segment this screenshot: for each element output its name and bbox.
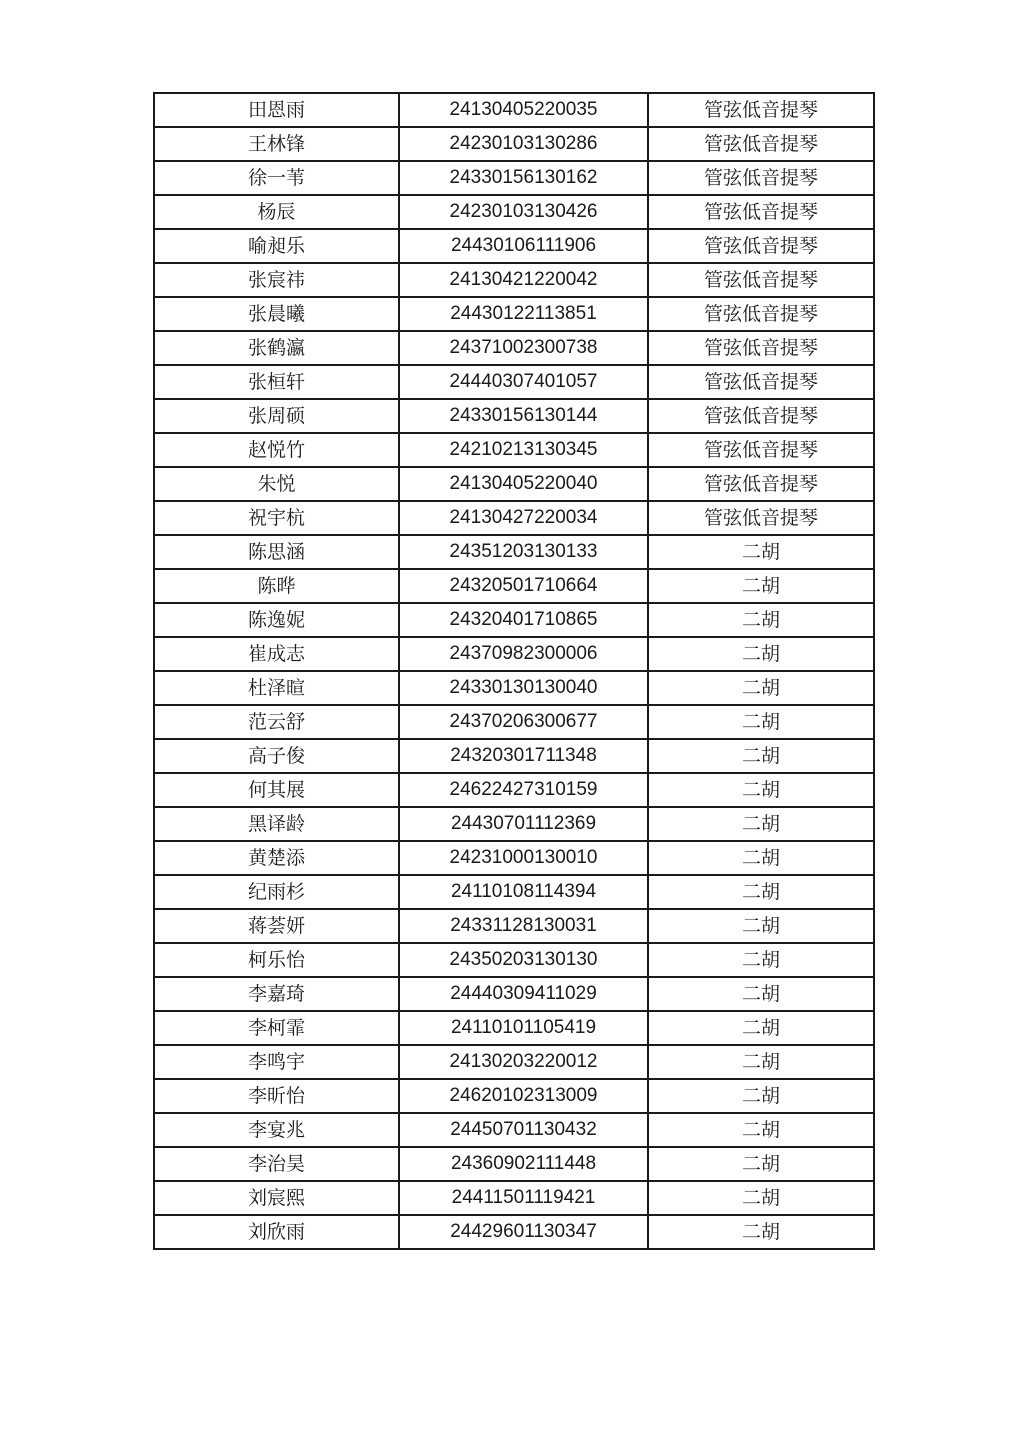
exam-id-cell: 24430122113851 (399, 297, 648, 331)
exam-id-cell: 24130405220040 (399, 467, 648, 501)
exam-id-cell: 24411501119421 (399, 1181, 648, 1215)
exam-id-cell: 24350203130130 (399, 943, 648, 977)
table-row (154, 807, 874, 841)
table-row (154, 1147, 874, 1181)
student-name-cell: 黑译龄 (154, 807, 399, 841)
instrument-cell: 管弦低音提琴 (648, 297, 874, 331)
table-row (154, 467, 874, 501)
student-name-cell: 李柯霏 (154, 1011, 399, 1045)
exam-id-cell: 24130203220012 (399, 1045, 648, 1079)
student-name-cell: 张鹤瀛 (154, 331, 399, 365)
exam-id-cell: 24371002300738 (399, 331, 648, 365)
instrument-cell: 二胡 (648, 1045, 874, 1079)
instrument-cell: 二胡 (648, 977, 874, 1011)
student-name-cell: 祝宇杭 (154, 501, 399, 535)
instrument-cell: 二胡 (648, 909, 874, 943)
student-name-cell: 高子俊 (154, 739, 399, 773)
exam-id-cell: 24230103130286 (399, 127, 648, 161)
table-row (154, 841, 874, 875)
exam-id-cell: 24320301711348 (399, 739, 648, 773)
table-row (154, 331, 874, 365)
student-name-cell: 柯乐怡 (154, 943, 399, 977)
instrument-cell: 管弦低音提琴 (648, 399, 874, 433)
student-name-cell: 杨辰 (154, 195, 399, 229)
student-name-cell: 张宸祎 (154, 263, 399, 297)
instrument-cell: 管弦低音提琴 (648, 365, 874, 399)
exam-id-cell: 24130421220042 (399, 263, 648, 297)
table-row (154, 1113, 874, 1147)
exam-id-cell: 24210213130345 (399, 433, 648, 467)
table-row (154, 297, 874, 331)
instrument-cell: 二胡 (648, 739, 874, 773)
table-row (154, 433, 874, 467)
instrument-cell: 二胡 (648, 1215, 874, 1249)
table-row (154, 1181, 874, 1215)
exam-id-cell: 24360902111448 (399, 1147, 648, 1181)
student-name-cell: 纪雨杉 (154, 875, 399, 909)
table-row (154, 977, 874, 1011)
student-name-cell: 田恩雨 (154, 93, 399, 127)
exam-id-cell: 24430701112369 (399, 807, 648, 841)
table-row (154, 705, 874, 739)
table-row (154, 637, 874, 671)
table-row (154, 161, 874, 195)
table-row (154, 1079, 874, 1113)
instrument-cell: 管弦低音提琴 (648, 263, 874, 297)
table-row (154, 1215, 874, 1249)
instrument-cell: 管弦低音提琴 (648, 467, 874, 501)
exam-id-cell: 24320401710865 (399, 603, 648, 637)
instrument-cell: 管弦低音提琴 (648, 433, 874, 467)
table-row (154, 909, 874, 943)
exam-id-cell: 24430106111906 (399, 229, 648, 263)
student-name-cell: 范云舒 (154, 705, 399, 739)
table-row (154, 943, 874, 977)
table-row (154, 535, 874, 569)
exam-id-cell: 24620102313009 (399, 1079, 648, 1113)
student-name-cell: 李治昊 (154, 1147, 399, 1181)
student-name-cell: 朱悦 (154, 467, 399, 501)
table-row (154, 1011, 874, 1045)
instrument-cell: 管弦低音提琴 (648, 195, 874, 229)
exam-id-cell: 24330130130040 (399, 671, 648, 705)
exam-id-cell: 24429601130347 (399, 1215, 648, 1249)
student-name-cell: 赵悦竹 (154, 433, 399, 467)
instrument-cell: 二胡 (648, 841, 874, 875)
table-row (154, 365, 874, 399)
student-name-cell: 李鸣宇 (154, 1045, 399, 1079)
exam-id-cell: 24450701130432 (399, 1113, 648, 1147)
student-name-cell: 刘欣雨 (154, 1215, 399, 1249)
table-row (154, 773, 874, 807)
student-name-cell: 黄楚添 (154, 841, 399, 875)
exam-id-cell: 24130427220034 (399, 501, 648, 535)
table-row (154, 1045, 874, 1079)
table-row (154, 739, 874, 773)
exam-id-cell: 24622427310159 (399, 773, 648, 807)
student-name-cell: 陈逸妮 (154, 603, 399, 637)
instrument-cell: 二胡 (648, 1011, 874, 1045)
student-name-cell: 刘宸熙 (154, 1181, 399, 1215)
exam-id-cell: 24370206300677 (399, 705, 648, 739)
table-row (154, 195, 874, 229)
roster-table (153, 92, 875, 1250)
instrument-cell: 二胡 (648, 875, 874, 909)
table-row (154, 93, 874, 127)
exam-id-cell: 24370982300006 (399, 637, 648, 671)
student-name-cell: 徐一苇 (154, 161, 399, 195)
table-row (154, 671, 874, 705)
exam-id-cell: 24110108114394 (399, 875, 648, 909)
exam-id-cell: 24330156130162 (399, 161, 648, 195)
exam-id-cell: 24440307401057 (399, 365, 648, 399)
table-row (154, 127, 874, 161)
table-row (154, 603, 874, 637)
instrument-cell: 二胡 (648, 773, 874, 807)
student-name-cell: 崔成志 (154, 637, 399, 671)
instrument-cell: 二胡 (648, 1147, 874, 1181)
table-row (154, 229, 874, 263)
exam-id-cell: 24320501710664 (399, 569, 648, 603)
student-name-cell: 陈思涵 (154, 535, 399, 569)
table-row (154, 263, 874, 297)
instrument-cell: 管弦低音提琴 (648, 229, 874, 263)
student-name-cell: 张晨曦 (154, 297, 399, 331)
exam-id-cell: 24440309411029 (399, 977, 648, 1011)
roster-table-body (154, 93, 874, 1249)
instrument-cell: 二胡 (648, 603, 874, 637)
exam-id-cell: 24230103130426 (399, 195, 648, 229)
student-name-cell: 喻昶乐 (154, 229, 399, 263)
instrument-cell: 二胡 (648, 943, 874, 977)
instrument-cell: 二胡 (648, 705, 874, 739)
exam-id-cell: 24231000130010 (399, 841, 648, 875)
student-name-cell: 张桓轩 (154, 365, 399, 399)
instrument-cell: 二胡 (648, 1079, 874, 1113)
instrument-cell: 管弦低音提琴 (648, 127, 874, 161)
instrument-cell: 管弦低音提琴 (648, 331, 874, 365)
instrument-cell: 二胡 (648, 569, 874, 603)
student-name-cell: 李昕怡 (154, 1079, 399, 1113)
instrument-cell: 管弦低音提琴 (648, 501, 874, 535)
exam-id-cell: 24330156130144 (399, 399, 648, 433)
table-row (154, 569, 874, 603)
table-row (154, 501, 874, 535)
table-row (154, 875, 874, 909)
student-name-cell: 杜泽暄 (154, 671, 399, 705)
student-name-cell: 张周硕 (154, 399, 399, 433)
instrument-cell: 二胡 (648, 535, 874, 569)
exam-id-cell: 24130405220035 (399, 93, 648, 127)
exam-id-cell: 24351203130133 (399, 535, 648, 569)
instrument-cell: 二胡 (648, 637, 874, 671)
instrument-cell: 管弦低音提琴 (648, 161, 874, 195)
student-name-cell: 蒋荟妍 (154, 909, 399, 943)
student-name-cell: 陈晔 (154, 569, 399, 603)
exam-id-cell: 24331128130031 (399, 909, 648, 943)
instrument-cell: 二胡 (648, 807, 874, 841)
instrument-cell: 二胡 (648, 671, 874, 705)
student-name-cell: 王林锋 (154, 127, 399, 161)
exam-id-cell: 24110101105419 (399, 1011, 648, 1045)
instrument-cell: 二胡 (648, 1181, 874, 1215)
table-row (154, 399, 874, 433)
instrument-cell: 二胡 (648, 1113, 874, 1147)
student-name-cell: 李嘉琦 (154, 977, 399, 1011)
student-name-cell: 何其展 (154, 773, 399, 807)
instrument-cell: 管弦低音提琴 (648, 93, 874, 127)
student-name-cell: 李宴兆 (154, 1113, 399, 1147)
